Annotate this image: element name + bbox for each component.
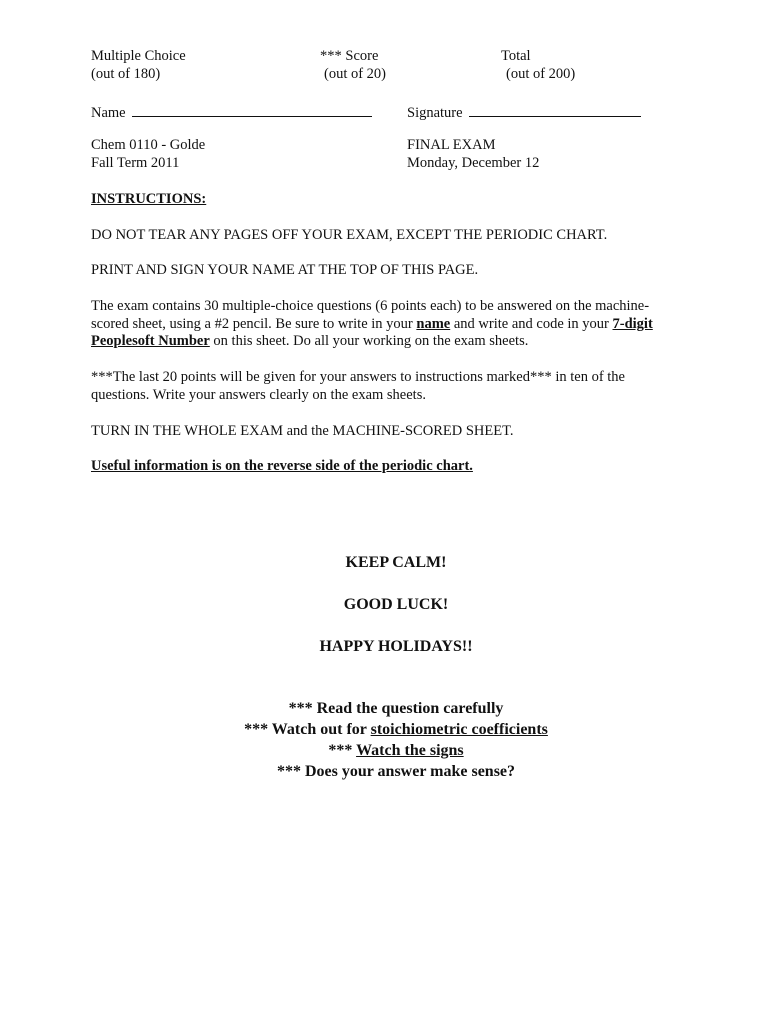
name-line <box>91 101 372 123</box>
total-label: Total <box>501 48 531 64</box>
keep-calm: KEEP CALM! <box>345 554 447 571</box>
instruction-no-tear: DO NOT TEAR ANY PAGES OFF YOUR EXAM, EXCEPT THE PERIODIC CHART. <box>91 227 608 243</box>
total-score-block <box>501 48 575 83</box>
course-term: Fall Term 2011 <box>91 154 180 171</box>
instruction-useful-info: Useful information is on the reverse side of the periodic chart. <box>91 458 473 474</box>
tip-stoichiometric <box>0 720 768 741</box>
tip-signs <box>0 741 768 762</box>
instruction-print-sign: PRINT AND SIGN YOUR NAME AT THE TOP OF THIS PAGE. <box>91 262 479 278</box>
exam-contents-text: The exam contains 30 multiple-choice questions (6 points each) to be answered on the machine-scored sheet, using a #2 pencil. Be sure to write in your <box>91 298 650 332</box>
peoplesoft-number-emphasis: 7-digit Peoplesoft Number <box>91 315 653 349</box>
tip-signs-prefix: *** <box>328 742 357 759</box>
multiple-choice-out-of: (out of 180) <box>91 65 161 82</box>
tip-read-carefully: *** Read the question carefully <box>288 700 504 717</box>
good-luck: GOOD LUCK! <box>343 596 449 613</box>
exam-contents-text-2: and write and code in your <box>450 315 613 332</box>
tip-stoichiometric-prefix: *** Watch out for <box>244 721 371 738</box>
starred-score-block <box>320 48 386 83</box>
multiple-choice-score-block <box>91 48 186 83</box>
exam-block <box>407 137 539 172</box>
name-emphasis: name <box>416 315 451 332</box>
course-block <box>91 137 205 172</box>
instruction-exam-contents <box>91 298 683 351</box>
name-blank[interactable] <box>132 101 372 117</box>
instruction-turn-in: TURN IN THE WHOLE EXAM and the MACHINE-SCORED SHEET. <box>91 423 514 439</box>
multiple-choice-label: Multiple Choice <box>91 48 186 64</box>
exam-title: FINAL EXAM <box>407 137 496 153</box>
starred-score-label: *** Score <box>320 48 379 64</box>
instruction-starred-points: ***The last 20 points will be given for your answers to instructions marked*** in ten of the questions. Write your answers clearly on the exam sheets. <box>91 369 625 403</box>
signature-line <box>407 101 641 123</box>
exam-contents-text-3: on this sheet. Do all your working on the exam sheets. <box>209 333 529 349</box>
tip-signs-emphasis: Watch the signs <box>356 742 464 759</box>
signature-blank[interactable] <box>469 101 641 117</box>
tip-make-sense: *** Does your answer make sense? <box>276 763 516 780</box>
course-code: Chem 0110 - Golde <box>91 137 206 153</box>
instructions-heading: INSTRUCTIONS: <box>91 191 207 207</box>
total-out-of: (out of 200) <box>506 65 576 82</box>
starred-score-out-of: (out of 20) <box>324 65 387 82</box>
happy-holidays: HAPPY HOLIDAYS!! <box>319 638 473 655</box>
tip-stoichiometric-emphasis: stoichiometric coefficients <box>370 721 548 738</box>
signature-label: Signature <box>407 105 463 121</box>
exam-date: Monday, December 12 <box>407 154 540 171</box>
name-label: Name <box>91 105 126 121</box>
